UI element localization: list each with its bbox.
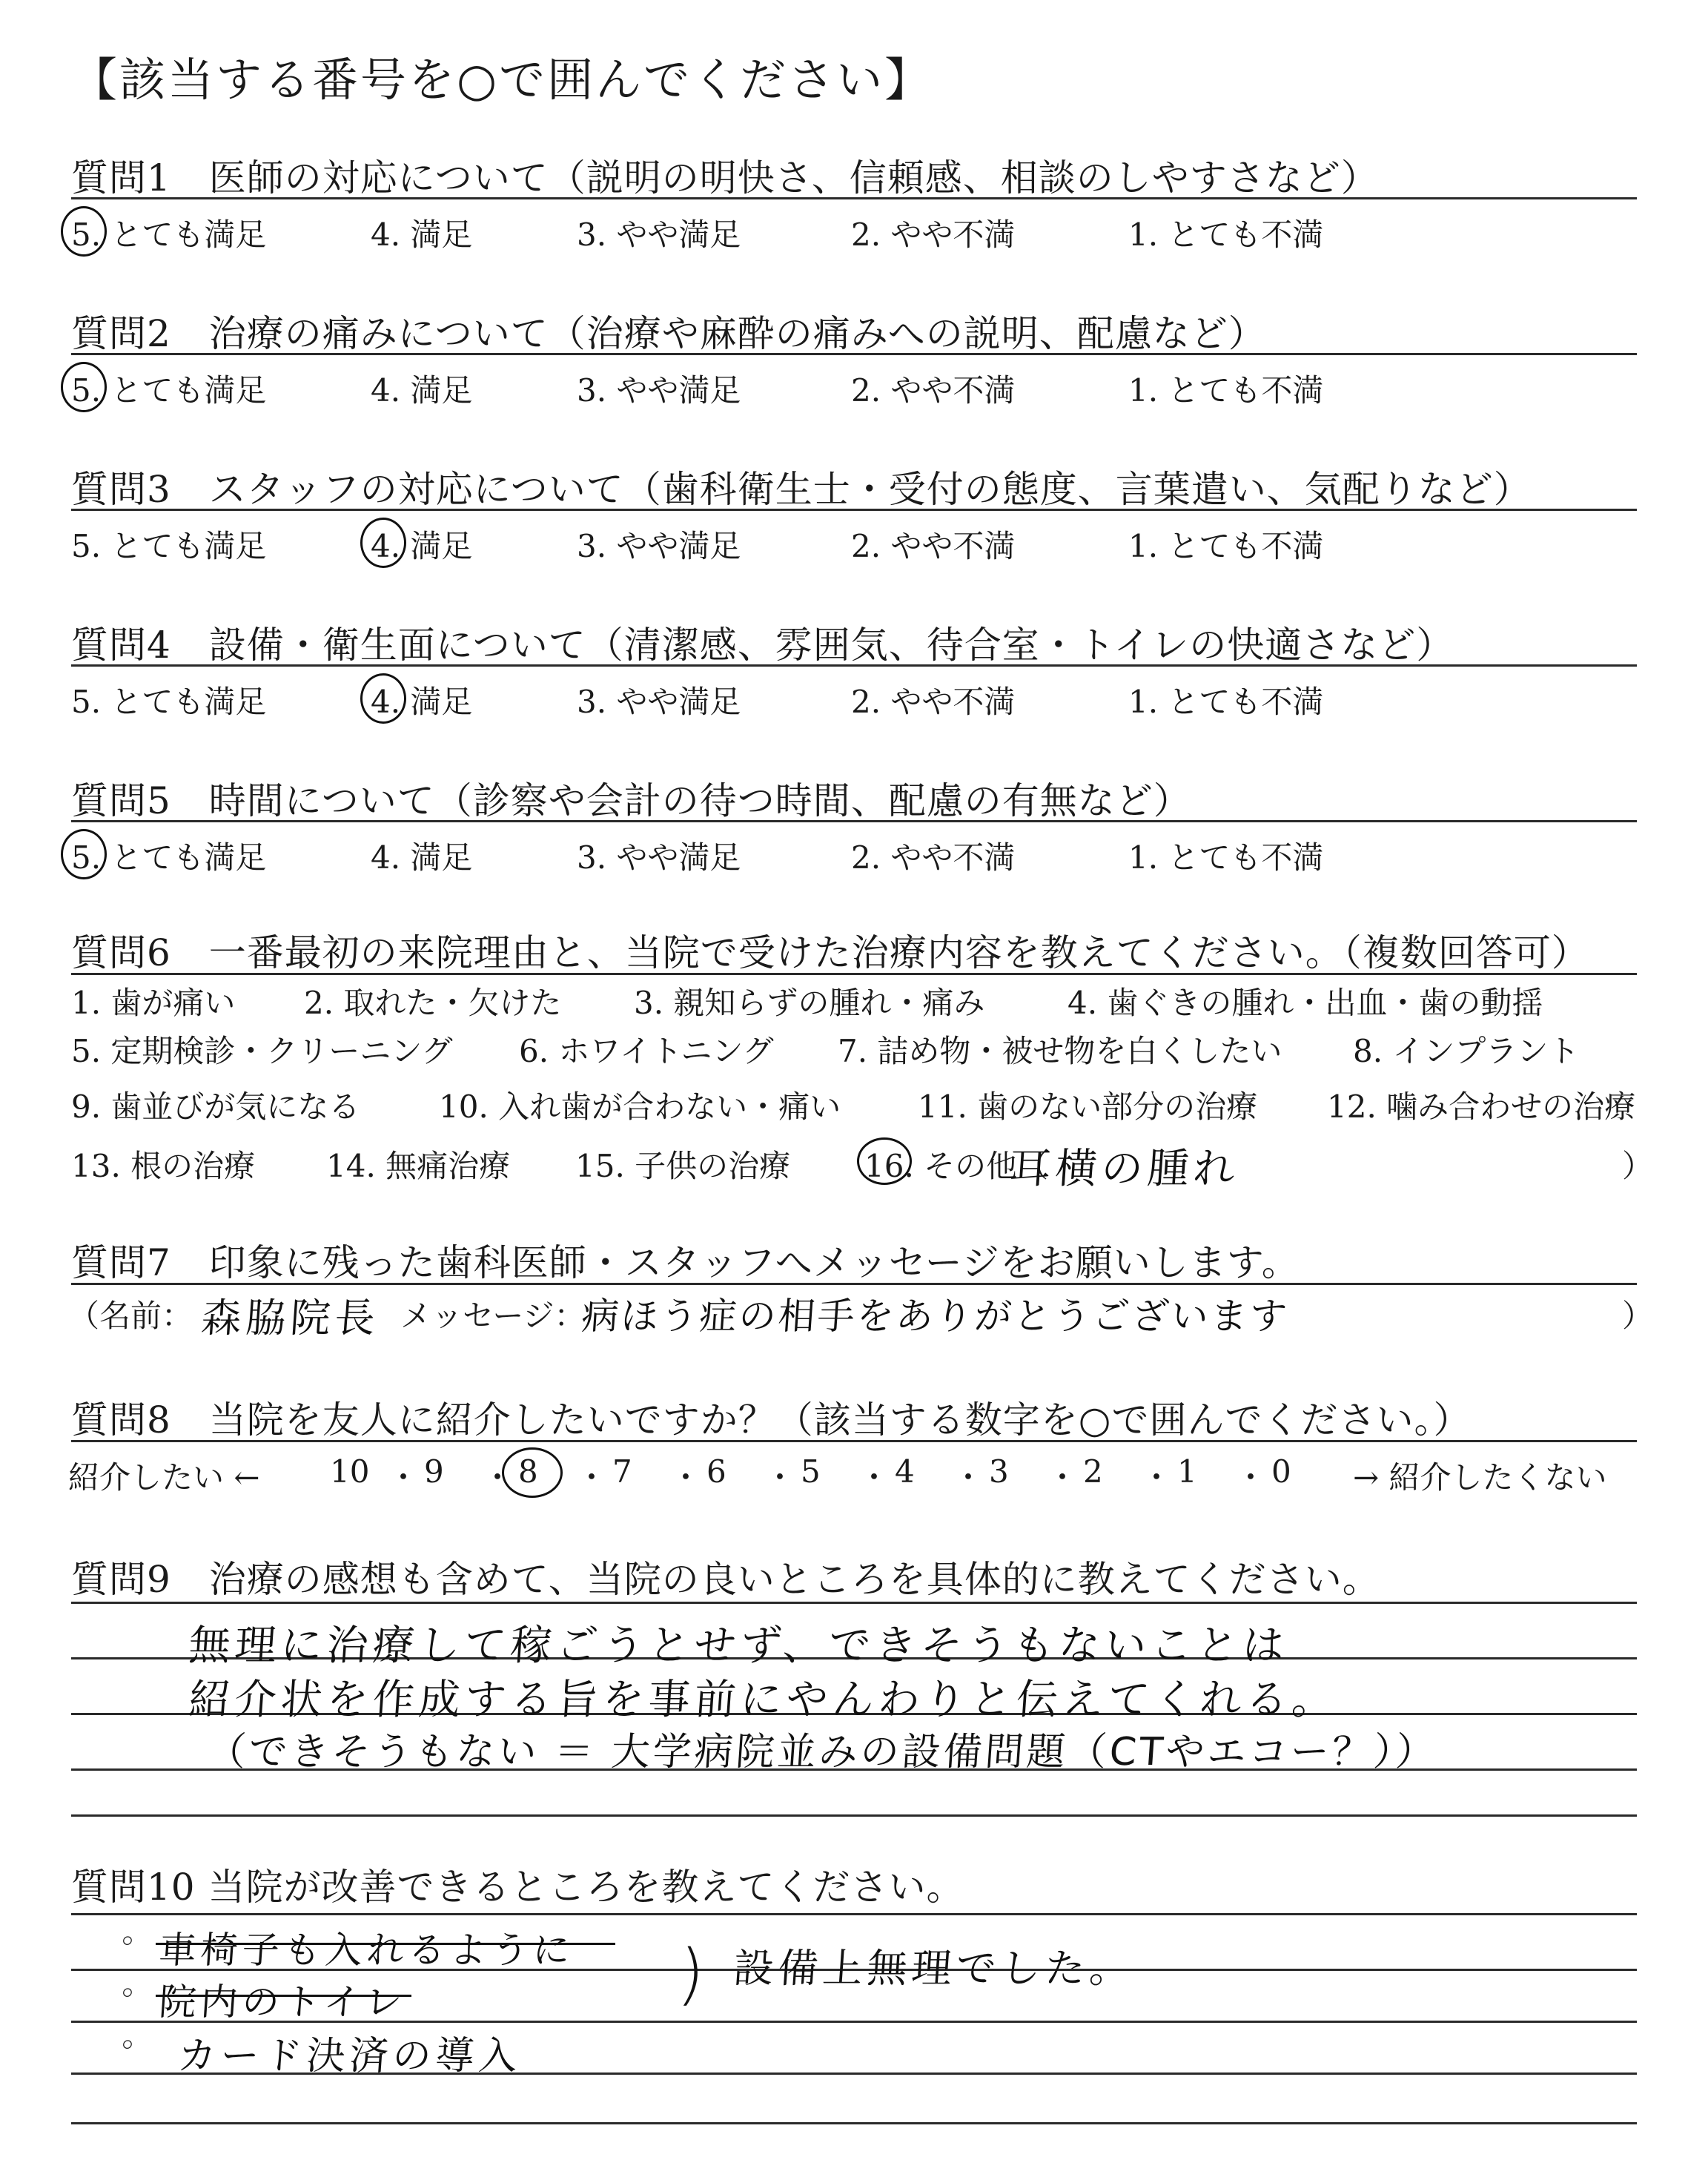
- q7-name-value: 森脇院長: [199, 1295, 381, 1341]
- q8-separator: ・: [670, 1459, 702, 1496]
- question-2-option-1[interactable]: 1. とても不満: [1128, 372, 1324, 409]
- q9-answer-line-3: （できそうもない ＝ 大学病院並みの設備問題（CTやエコー？））: [205, 1730, 1439, 1774]
- question-2-selected-circle: [61, 362, 107, 412]
- q8-separator: ・: [764, 1459, 796, 1496]
- q8-score-7[interactable]: 7: [612, 1453, 632, 1490]
- q6-option-15[interactable]: 15. 子供の治療: [575, 1148, 791, 1184]
- q6-rule: [71, 973, 1637, 975]
- q6-option-9[interactable]: 9. 歯並びが気になる: [71, 1089, 360, 1125]
- question-3-option-5[interactable]: 5. とても満足: [71, 528, 267, 564]
- q8-score-8[interactable]: 8: [518, 1453, 538, 1490]
- q7-message-label: メッセージ：: [400, 1298, 586, 1334]
- q6-option-12[interactable]: 12. 噛み合わせの治療: [1327, 1089, 1636, 1125]
- q6-option-3[interactable]: 3. 親知らずの腫れ・痛み: [634, 985, 985, 1021]
- q7-label: 質問7 印象に残った歯科医師・スタッフへメッセージをお願いします。: [71, 1241, 1300, 1284]
- q8-separator: ・: [1141, 1459, 1173, 1496]
- question-5-option-4[interactable]: 4. 満足: [371, 839, 473, 876]
- q8-score-4[interactable]: 4: [895, 1453, 915, 1490]
- q8-score-10[interactable]: 10: [330, 1453, 370, 1490]
- q8-score-3[interactable]: 3: [989, 1453, 1009, 1490]
- q10-note: 設備上無理でした。: [732, 1945, 1136, 1992]
- q8-score-2[interactable]: 2: [1083, 1453, 1103, 1490]
- q8-separator: ・: [1047, 1459, 1079, 1496]
- question-5-selected-circle: [61, 829, 107, 879]
- q10-bullet: ◦: [117, 1925, 142, 1959]
- q6-option-4[interactable]: 4. 歯ぐきの腫れ・出血・歯の動揺: [1068, 985, 1543, 1021]
- q9-answer-line-1: 無理に治療して稼ごうとせず、できそうもないことは: [187, 1622, 1291, 1670]
- q8-separator: ・: [953, 1459, 984, 1496]
- question-5-option-5[interactable]: 5. とても満足: [71, 839, 267, 876]
- q8-selected-circle: [502, 1447, 563, 1498]
- q8-separator: ・: [576, 1459, 608, 1496]
- q8-separator: ・: [1235, 1459, 1267, 1496]
- q8-score-9[interactable]: 9: [424, 1453, 444, 1490]
- q10-brace: ): [675, 1935, 707, 2013]
- question-4-rule: [71, 664, 1637, 667]
- q8-separator: ・: [388, 1459, 420, 1496]
- q8-separator: ・: [858, 1459, 890, 1496]
- q6-option-7[interactable]: 7. 詰め物・被せ物を白くしたい: [838, 1033, 1282, 1069]
- q9-answer-line-2: 紹介状を作成する旨を事前にやんわりと伝えてくれる。: [187, 1676, 1340, 1724]
- q9-rule-5: [71, 1814, 1637, 1817]
- q7-close-paren: ）: [1622, 1298, 1654, 1334]
- q10-label: 質問10 当院が改善できるところを教えてください。: [71, 1866, 964, 1909]
- question-2-rule: [71, 353, 1637, 355]
- q6-option-1[interactable]: 1. 歯が痛い: [71, 985, 236, 1021]
- q6-option-8[interactable]: 8. インプラント: [1353, 1033, 1580, 1069]
- q6-option-6[interactable]: 6. ホワイトニング: [519, 1033, 774, 1069]
- q10-rule-5: [71, 2122, 1637, 2124]
- q6-other-text: 耳横の腫れ: [1007, 1145, 1241, 1193]
- question-2-option-5[interactable]: 5. とても満足: [71, 372, 267, 409]
- q10-item-2: 院内のトイレ: [157, 1981, 408, 2024]
- q6-option-5[interactable]: 5. 定期検診・クリーニング: [71, 1033, 453, 1069]
- question-2-option-2[interactable]: 2. やや不満: [851, 372, 1016, 409]
- question-1-rule: [71, 197, 1637, 199]
- question-3-option-2[interactable]: 2. やや不満: [851, 528, 1016, 564]
- q8-separator: ・: [482, 1459, 514, 1496]
- q10-bullet: ◦: [117, 1977, 142, 2011]
- q6-option-14[interactable]: 14. 無痛治療: [326, 1148, 511, 1184]
- question-1-option-3[interactable]: 3. やや満足: [577, 217, 741, 253]
- q10-item-2-strike: [156, 1995, 411, 1997]
- q7-message-value: 病ほう症の相手をありがとうございます: [580, 1295, 1291, 1338]
- question-1-label: 質問1 医師の対応について（説明の明快さ、信頼感、相談のしやすさなど）: [71, 156, 1379, 199]
- q10-bullet: ◦: [117, 2029, 142, 2063]
- question-4-option-4[interactable]: 4. 満足: [371, 684, 473, 720]
- question-4-option-3[interactable]: 3. やや満足: [577, 684, 741, 720]
- q6-option-2[interactable]: 2. 取れた・欠けた: [304, 985, 562, 1021]
- q8-left-label: 紹介したい ←: [68, 1459, 260, 1496]
- question-3-rule: [71, 509, 1637, 511]
- question-1-option-4[interactable]: 4. 満足: [371, 217, 473, 253]
- q8-label: 質問8 当院を友人に紹介したいですか？（該当する数字を○で囲んでください。）: [71, 1398, 1472, 1441]
- q8-score-5[interactable]: 5: [801, 1453, 821, 1490]
- q8-rule: [71, 1440, 1637, 1442]
- question-3-option-1[interactable]: 1. とても不満: [1128, 528, 1324, 564]
- q9-rule-1: [71, 1602, 1637, 1604]
- question-2-option-4[interactable]: 4. 満足: [371, 372, 473, 409]
- q6-option-13[interactable]: 13. 根の治療: [71, 1148, 256, 1184]
- q8-score-1[interactable]: 1: [1177, 1453, 1197, 1490]
- question-1-option-5[interactable]: 5. とても満足: [71, 217, 267, 253]
- q8-score-0[interactable]: 0: [1271, 1453, 1291, 1490]
- question-1-option-2[interactable]: 2. やや不満: [851, 217, 1016, 253]
- question-2-option-3[interactable]: 3. やや満足: [577, 372, 741, 409]
- question-3-option-4[interactable]: 4. 満足: [371, 528, 473, 564]
- question-4-selected-circle: [360, 673, 406, 724]
- question-5-rule: [71, 820, 1637, 822]
- question-2-label: 質問2 治療の痛みについて（治療や麻酔の痛みへの説明、配慮など）: [71, 312, 1266, 355]
- question-5-option-2[interactable]: 2. やや不満: [851, 839, 1016, 876]
- q10-item-1-strike: [156, 1943, 615, 1945]
- question-5-option-3[interactable]: 3. やや満足: [577, 839, 741, 876]
- question-3-selected-circle: [360, 518, 406, 568]
- q8-right-label: → 紹介したくない: [1353, 1459, 1607, 1496]
- q9-label: 質問9 治療の感想も含めて、当院の良いところを具体的に教えてください。: [71, 1558, 1380, 1601]
- question-5-label: 質問5 時間について（診察や会計の待つ時間、配慮の有無など）: [71, 779, 1191, 822]
- q6-option-10[interactable]: 10. 入れ歯が合わない・痛い: [439, 1089, 841, 1125]
- question-1-selected-circle: [61, 206, 107, 257]
- question-4-option-2[interactable]: 2. やや不満: [851, 684, 1016, 720]
- question-5-option-1[interactable]: 1. とても不満: [1128, 839, 1324, 876]
- q7-name-label: （名前：: [68, 1298, 193, 1334]
- question-3-label: 質問3 スタッフの対応について（歯科衛生士・受付の態度、言葉遣い、気配りなど）: [71, 468, 1532, 511]
- question-4-label: 質問4 設備・衛生面について（清潔感、雰囲気、待合室・トイレの快適さなど）: [71, 624, 1454, 667]
- q10-rule-1: [71, 1913, 1637, 1915]
- q6-label: 質問6 一番最初の来院理由と、当院で受けた治療内容を教えてください。（複数回答可）: [71, 931, 1589, 974]
- question-4-option-1[interactable]: 1. とても不満: [1128, 684, 1324, 720]
- question-3-option-3[interactable]: 3. やや満足: [577, 528, 741, 564]
- q6-option-16[interactable]: 16. その他（: [864, 1148, 1049, 1184]
- question-4-option-5[interactable]: 5. とても満足: [71, 684, 267, 720]
- q8-score-6[interactable]: 6: [706, 1453, 726, 1490]
- question-1-option-1[interactable]: 1. とても不満: [1128, 217, 1324, 253]
- q10-item-3: カード決済の導入: [176, 2034, 523, 2078]
- q6-option-11[interactable]: 11. 歯のない部分の治療: [918, 1089, 1258, 1125]
- q7-rule: [71, 1283, 1637, 1285]
- q6-close-paren: ）: [1622, 1148, 1654, 1184]
- q6-selected-circle[interactable]: [857, 1137, 912, 1185]
- q10-item-1: 車椅子も入れるように: [157, 1929, 576, 1972]
- page-title: 【該当する番号を○で囲んでください】: [71, 53, 933, 107]
